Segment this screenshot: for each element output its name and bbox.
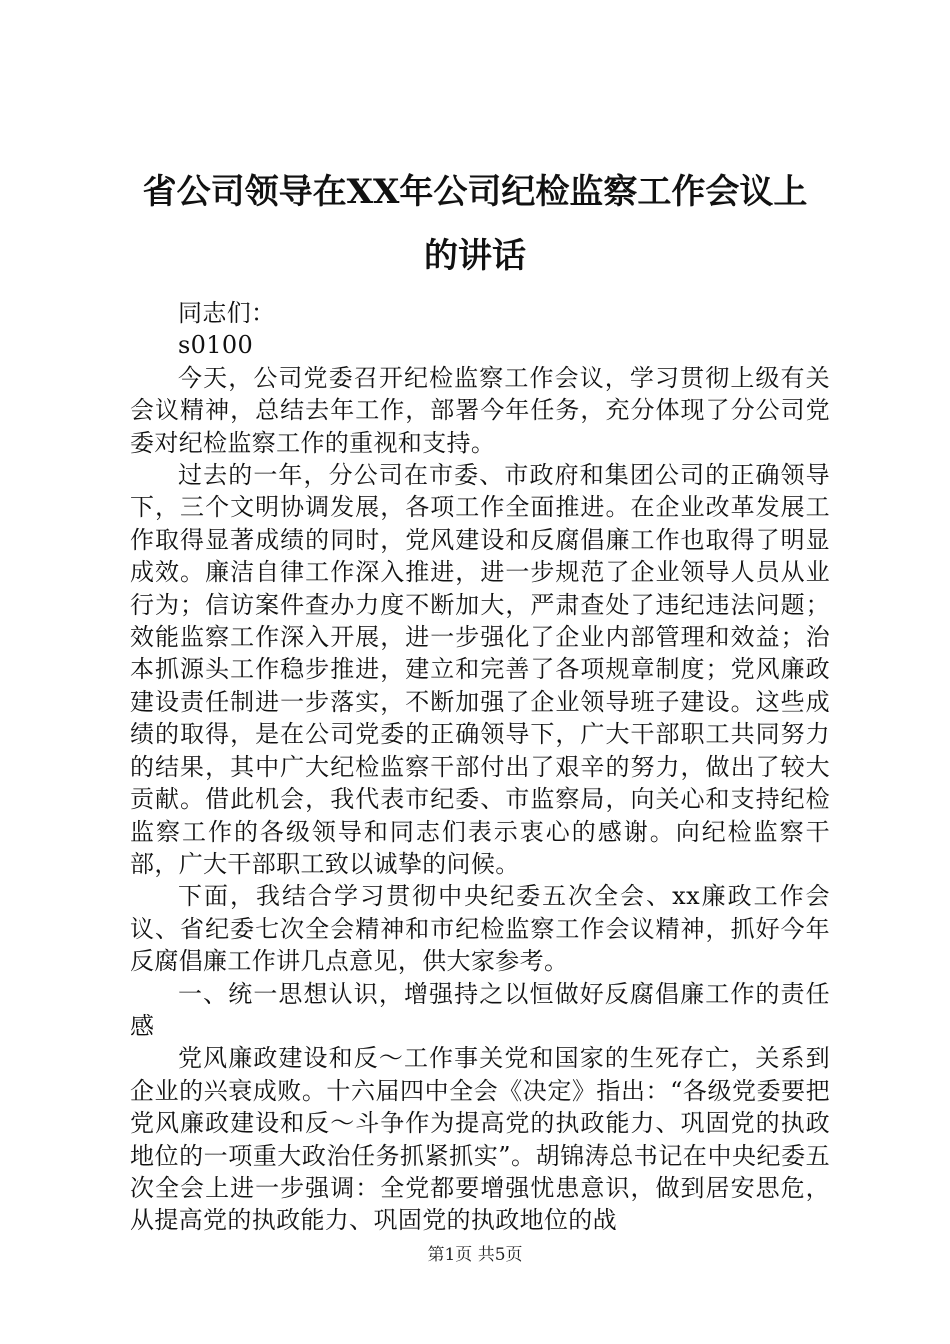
document-body — [130, 297, 830, 1237]
paragraph-opening: 今天，公司党委召开纪检监察工作会议，学习贯彻上级有关会议精神，总结去年工作，部署今年任务，充分体现了分公司党委对纪检监察工作的重视和支持。 — [130, 363, 830, 457]
salutation: 同志们： — [178, 299, 276, 327]
code-line: s0100 — [178, 331, 254, 360]
paragraph-section-1: 党风廉政建设和反～工作事关党和国家的生死存亡，关系到企业的兴衰成败。十六届四中全会《决定》指出：“各级党委要把党风廉政建设和反～斗争作为提高党的执政能力、巩固党的执政地位的一项重大政治任务抓紧抓实”。胡锦涛总书记在中央纪委五次全会上进一步强调：全党都要增强忧患意识，做到居安思危，从提高党的执政能力、巩固党的执政地位的战 — [130, 1044, 830, 1235]
paragraph-review: 过去的一年，分公司在市委、市政府和集团公司的正确领导下，三个文明协调发展，各项工作全面推进。在企业改革发展工作取得显著成绩的同时，党风建设和反腐倡廉工作也取得了明显成效。廉洁自律工作深入推进，进一步规范了企业领导人员从业行为；信访案件查办力度不断加大，严肃查处了违纪违法问题；效能监察工作深入开展，进一步强化了企业内部管理和效益；治本抓源头工作稳步推进，建立和完善了各项规章制度；党风廉政建设责任制进一步落实，不断加强了企业领导班子建设。这些成绩的取得，是在公司党委的正确领导下，广大干部职工共同努力的结果，其中广大纪检监察干部付出了艰辛的努力，做出了较大贡献。借此机会，我代表市纪委、市监察局，向关心和支持纪检监察工作的各级领导和同志们表示衷心的感谢。向纪检监察干部，广大干部职工致以诚挚的问候。 — [130, 461, 830, 878]
paragraph-intro: 下面，我结合学习贯彻中央纪委五次全会、xx廉政工作会议、省纪委七次全会精神和市纪检监察工作会议精神，抓好今年反腐倡廉工作讲几点意见，供大家参考。 — [130, 882, 830, 976]
title-line-2: 的讲话 — [424, 236, 526, 276]
section-heading-1: 一、统一思想认识，增强持之以恒做好反腐倡廉工作的责任感 — [130, 979, 830, 1040]
document-title — [120, 160, 830, 288]
title-line-1: 省公司领导在XX年公司纪检监察工作会议上 — [142, 172, 808, 212]
page-footer: 第1页 共5页 — [427, 1245, 523, 1265]
